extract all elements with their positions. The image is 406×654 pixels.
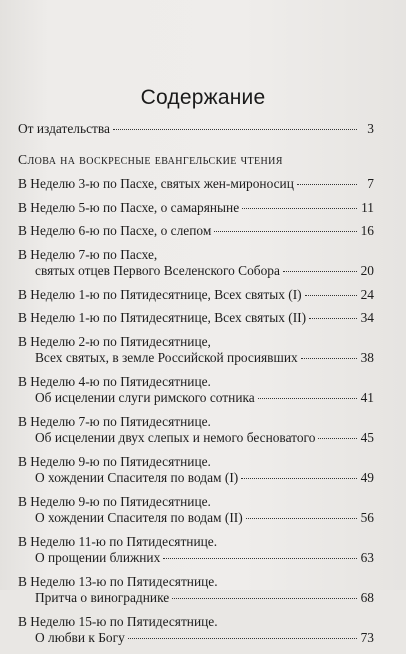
toc-entry (18, 247, 374, 280)
dot-leader (305, 295, 357, 296)
toc-entry-label: В Неделю 6-ю по Пасхе, о слепом (18, 223, 212, 238)
dot-leader (163, 558, 357, 559)
toc-page-number: 3 (367, 121, 374, 136)
dot-leader (113, 129, 357, 130)
toc-page-number: 63 (360, 550, 374, 565)
dot-leader (246, 518, 357, 519)
table-of-contents (18, 121, 374, 654)
toc-entry-label: В Неделю 7-ю по Пасхе, (18, 246, 158, 262)
toc-entry-label: В Неделю 1-ю по Пятидесятнице, Всех святых (I) (18, 286, 302, 302)
dot-leader (283, 271, 357, 272)
page-title: Содержание (140, 86, 266, 109)
toc-page-number: 49 (360, 470, 374, 485)
toc-entry (18, 310, 374, 327)
toc-entry (18, 454, 374, 487)
section-heading: Слова на воскресные евангельские чтения (18, 151, 283, 167)
toc-entry (18, 200, 374, 217)
dot-leader (258, 398, 357, 399)
toc-page-number: 45 (360, 430, 374, 445)
dot-leader (214, 231, 357, 232)
toc-page-number: 56 (360, 510, 374, 525)
toc-entry (18, 287, 374, 304)
toc-entry-label: В Неделю 9-ю по Пятидесятнице. (18, 493, 211, 509)
toc-entry (18, 374, 374, 407)
toc-entry-label: В Неделю 15-ю по Пятидесятнице. (18, 613, 218, 629)
toc-entry (18, 574, 374, 607)
toc-page-number: 16 (360, 223, 374, 238)
toc-entry-label: святых отцев Первого Вселенского Собора (35, 263, 280, 278)
dot-leader (318, 438, 357, 439)
toc-entry-label: Всех святых, в земле Российской просиявших (35, 350, 298, 365)
toc-page-number: 68 (360, 590, 374, 605)
toc-page-number: 24 (360, 286, 374, 302)
toc-entry-label: О любви к Богу (35, 630, 125, 645)
toc-entry-front (18, 121, 374, 138)
toc-entry-label: В Неделю 1-ю по Пятидесятнице, Всех святых (II) (18, 310, 307, 325)
toc-page-number: 34 (360, 310, 374, 325)
toc-entry (18, 494, 374, 527)
toc-entry-label: Об исцелении двух слепых и немого бесноватого (35, 430, 316, 445)
toc-entry-label: В Неделю 11-ю по Пятидесятнице. (18, 533, 218, 549)
toc-entry-label: В Неделю 9-ю по Пятидесятнице. (18, 453, 211, 469)
toc-entry (18, 223, 374, 240)
toc-entry-label: В Неделю 7-ю по Пятидесятнице. (18, 413, 211, 429)
dot-leader (241, 478, 357, 479)
toc-entry (18, 176, 374, 193)
dot-leader (309, 318, 357, 319)
toc-entry-label: Притча о винограднике (35, 590, 170, 605)
dot-leader (242, 208, 357, 209)
toc-page-number: 38 (360, 350, 374, 365)
toc-entry (18, 414, 374, 447)
toc-entry-label: В Неделю 4-ю по Пятидесятнице. (18, 373, 211, 389)
toc-entry-label: От издательства (18, 121, 110, 136)
toc-entry-label: О хождении Спасителя по водам (I) (35, 470, 239, 485)
toc-entry-label: В Неделю 13-ю по Пятидесятнице. (18, 573, 218, 589)
dot-leader (301, 358, 357, 359)
toc-entry-label: В Неделю 2-ю по Пятидесятнице, (18, 333, 211, 349)
dot-leader (172, 598, 357, 599)
toc-page-number: 73 (360, 630, 374, 645)
toc-entries (18, 176, 374, 647)
dot-leader (297, 184, 357, 185)
toc-entry (18, 334, 374, 367)
toc-page-number: 41 (360, 390, 374, 405)
dot-leader (128, 638, 357, 639)
toc-page-number: 11 (361, 199, 374, 215)
toc-entry-label: О прощении ближних (35, 550, 161, 565)
toc-page-number: 7 (367, 176, 374, 191)
toc-entry (18, 614, 374, 647)
toc-page-number: 20 (360, 263, 374, 278)
toc-entry-label: В Неделю 5-ю по Пасхе, о самаряныне (18, 199, 240, 215)
toc-entry-label: В Неделю 3-ю по Пасхе, святых жен-мироносиц (18, 176, 294, 191)
toc-entry (18, 534, 374, 567)
toc-entry-label: О хождении Спасителя по водам (II) (35, 510, 243, 525)
toc-entry-label: Об исцелении слуги римского сотника (35, 390, 255, 405)
